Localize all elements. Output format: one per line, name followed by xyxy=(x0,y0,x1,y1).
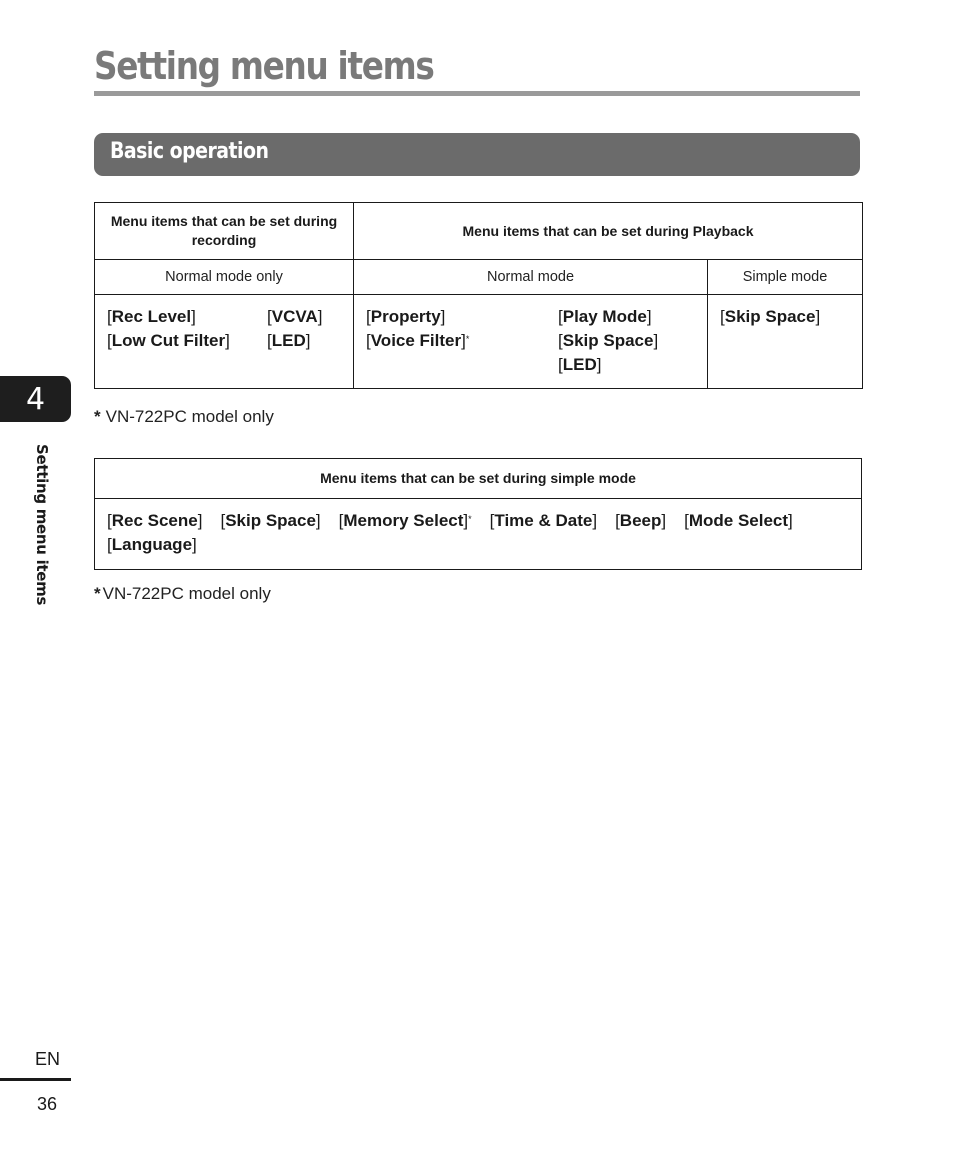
simple-mode-table xyxy=(94,458,862,570)
menu-items-table xyxy=(94,202,863,389)
chapter-number: 4 xyxy=(25,381,46,417)
asterisk-marker: * xyxy=(468,514,472,524)
footer-rule xyxy=(0,1078,71,1081)
menu-item: [Low Cut Filter] xyxy=(107,331,230,350)
menu-item: [Memory Select]* xyxy=(338,511,472,530)
chapter-tab xyxy=(0,376,71,422)
menu-item: [Skip Space] xyxy=(220,511,321,530)
footnote xyxy=(94,407,274,427)
side-chapter-label: Setting menu items xyxy=(33,444,51,606)
header-simple-mode: Menu items that can be set during simple mode xyxy=(95,459,862,499)
menu-item: [Play Mode] xyxy=(558,307,652,326)
simple-mode-items-cell xyxy=(95,499,862,570)
subheader-normal-mode-only: Normal mode only xyxy=(95,260,354,295)
footnote-marker: * xyxy=(94,584,101,603)
header-recording: Menu items that can be set during recording xyxy=(95,203,354,260)
footnote xyxy=(94,584,271,604)
title-underline xyxy=(94,91,860,96)
recording-items-cell xyxy=(95,295,354,389)
subheader-normal-mode: Normal mode xyxy=(354,260,708,295)
footnote-text: VN-722PC model only xyxy=(102,584,271,603)
footnote-text: VN-722PC model only xyxy=(105,407,274,426)
menu-item: [Mode Select] xyxy=(684,511,793,530)
menu-item: [VCVA] xyxy=(267,307,323,326)
subheader-simple-mode: Simple mode xyxy=(708,260,863,295)
section-header-bar xyxy=(94,133,860,176)
menu-item: [Beep] xyxy=(615,511,667,530)
header-playback: Menu items that can be set during Playback xyxy=(354,203,863,260)
page-number: 36 xyxy=(37,1094,58,1114)
menu-item: [Skip Space] xyxy=(720,307,821,326)
language-label: EN xyxy=(35,1049,61,1069)
menu-item: [Time & Date] xyxy=(489,511,598,530)
menu-item: [Skip Space] xyxy=(558,331,659,350)
footnote-marker: * xyxy=(94,407,101,426)
menu-item: [LED] xyxy=(558,355,602,374)
menu-item: [Language] xyxy=(107,535,197,554)
menu-item: [Voice Filter]* xyxy=(366,331,470,350)
playback-normal-items-cell xyxy=(354,295,708,389)
page-title: Setting menu items xyxy=(94,44,434,88)
section-title: Basic operation xyxy=(110,139,269,164)
menu-item: [LED] xyxy=(267,331,311,350)
menu-item: [Rec Level] xyxy=(107,307,196,326)
asterisk-marker: * xyxy=(465,334,470,344)
playback-simple-items-cell xyxy=(708,295,863,389)
menu-item: [Property] xyxy=(366,307,446,326)
menu-item: [Rec Scene] xyxy=(107,511,203,530)
